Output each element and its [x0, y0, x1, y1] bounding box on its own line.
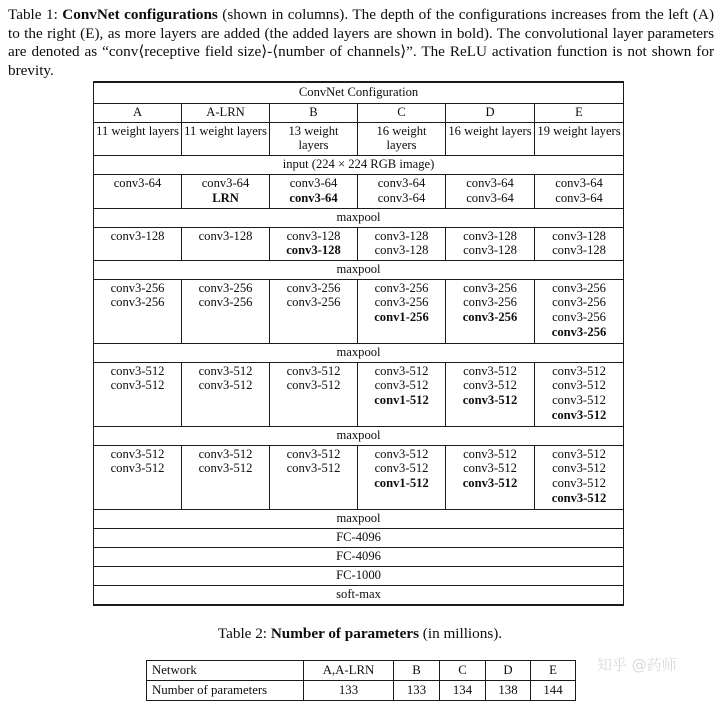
table1-caption-rest: (shown in columns). The depth of the configurations increases from the left (A) to the right (E), as more layers are added (the added layers are shown in bold). The convolutional layer parameters are denoted as “conv⟨receptive field size⟩-⟨number of channels⟩”. The ReLU activation function is not shown for brevity.: [8, 6, 714, 79]
conv-layer-label: conv3-256: [110, 280, 165, 295]
conv-cell: [358, 227, 446, 260]
conv-layer-label: conv3-512: [286, 461, 341, 476]
conv-layer-label: conv3-512: [552, 392, 606, 407]
conv-layer-label: conv3-256: [374, 280, 429, 295]
conv-layer-label: conv3-512: [463, 461, 517, 476]
conv-layer-label: conv3-512: [286, 363, 341, 378]
conv-layer-label: conv3-512: [374, 446, 429, 461]
conv-cell: [94, 445, 182, 509]
conv-block-row: [94, 445, 624, 509]
table2-caption-prefix: Table 2:: [217, 625, 271, 642]
conv-layer-label: conv3-128: [463, 243, 517, 258]
table1-caption-title: ConvNet configurations: [62, 6, 218, 23]
conv-cell: [270, 279, 358, 343]
conv-layer-label: conv3-512: [552, 378, 606, 393]
table1-footer-row: [94, 509, 624, 528]
conv-cell: [446, 362, 535, 426]
conv-layer-label: conv3-512: [110, 446, 165, 461]
conv-cell: [446, 279, 535, 343]
zhihu-watermark: 知乎 @药师: [597, 656, 677, 674]
conv-cell: [94, 279, 182, 343]
conv-cell: [270, 227, 358, 260]
conv-layer-label-added: conv3-64: [289, 191, 338, 205]
conv-layer-label: conv3-256: [198, 280, 253, 295]
conv-layer-label: conv3-128: [463, 228, 517, 243]
conv-block-row: [94, 362, 624, 426]
conv-layer-label: conv3-512: [286, 378, 341, 393]
convnet-configurations-table: [93, 81, 624, 606]
conv-cell: [358, 362, 446, 426]
conv-layer-label: conv3-512: [374, 378, 429, 393]
conv-layer-label-added: conv3-512: [462, 475, 518, 490]
conv-layer-label: conv3-128: [374, 243, 429, 258]
table1-weight-layers-row: [94, 122, 624, 156]
conv-cell: [535, 279, 624, 343]
conv-layer-label: conv3-512: [198, 378, 253, 393]
conv-layer-label: conv3-512: [110, 378, 165, 393]
conv-layer-label: conv3-512: [463, 363, 517, 378]
conv-cell: [94, 362, 182, 426]
conv-cell: [270, 445, 358, 509]
conv-layer-label: conv3-512: [286, 446, 341, 461]
number-of-parameters-table: [146, 660, 576, 701]
column-header-a: A: [94, 104, 182, 123]
table2-column-header-d: D: [486, 661, 531, 681]
conv-layer-label: conv3-512: [374, 461, 429, 476]
table2-value-b: 133: [394, 681, 440, 701]
conv-layer-label: conv3-512: [198, 363, 253, 378]
conv-layer-label: conv3-256: [463, 280, 517, 295]
conv-layer-label-added: conv3-512: [551, 407, 607, 422]
table1-title-cell: ConvNet Configuration: [94, 82, 624, 104]
conv-layer-label: conv3-256: [110, 295, 165, 310]
conv-layer-label: conv3-512: [552, 475, 606, 490]
conv-layer-label: conv3-128: [198, 228, 253, 243]
conv-layer-label: conv3-64: [555, 176, 603, 191]
conv-layer-label: conv3-256: [374, 295, 429, 310]
conv-cell: [535, 362, 624, 426]
maxpool-cell: maxpool: [94, 260, 624, 279]
maxpool-cell: maxpool: [94, 426, 624, 445]
footer-cell-fc4096-2: FC-4096: [94, 547, 624, 566]
conv-layer-label: conv3-512: [552, 363, 606, 378]
conv-cell: [182, 175, 270, 208]
table2-values-row: [147, 681, 576, 701]
table1-maxpool-row: [94, 343, 624, 362]
conv-layer-label: conv3-512: [463, 446, 517, 461]
conv-block-row: [94, 227, 624, 260]
conv-block-row: [94, 279, 624, 343]
table1-container: [93, 81, 623, 606]
conv-layer-label: conv3-128: [110, 228, 165, 243]
weight-layers-a: 11 weight layers: [94, 122, 182, 156]
table1-column-header-row: [94, 104, 624, 123]
footer-cell-fc4096-1: FC-4096: [94, 528, 624, 547]
conv-cell: [358, 445, 446, 509]
table1-maxpool-row: [94, 260, 624, 279]
conv-layer-label: conv3-512: [463, 378, 517, 393]
table1-body: [94, 82, 624, 605]
conv-layer-label-added: conv1-256: [374, 309, 429, 324]
conv-layer-label: conv3-512: [374, 363, 429, 378]
conv-cell: [535, 227, 624, 260]
table2-value-d: 138: [486, 681, 531, 701]
conv-cell: [446, 227, 535, 260]
conv-cell: [535, 445, 624, 509]
footer-cell-maxpool: maxpool: [94, 509, 624, 528]
table2-column-header-a-alrn: A,A-LRN: [304, 661, 394, 681]
conv-cell: [94, 227, 182, 260]
weight-layers-d: 16 weight layers: [446, 122, 535, 156]
conv-layer-label: conv3-256: [286, 280, 341, 295]
table2-caption: [0, 625, 720, 643]
conv-cell: [358, 279, 446, 343]
conv-layer-label-added: conv3-256: [551, 324, 607, 339]
conv-cell: [446, 445, 535, 509]
table2-column-header-b: B: [394, 661, 440, 681]
conv-layer-label-added: conv3-128: [286, 243, 341, 258]
conv-cell: [358, 175, 446, 208]
table1-footer-row: [94, 585, 624, 605]
table2-caption-rest: (in millions).: [419, 625, 503, 642]
column-header-c: C: [358, 104, 446, 123]
weight-layers-c: 16 weight layers: [358, 122, 446, 156]
column-header-d: D: [446, 104, 535, 123]
conv-layer-label: conv3-256: [552, 280, 606, 295]
table2-value-c: 134: [440, 681, 486, 701]
conv-layer-label: conv3-128: [374, 228, 429, 243]
table2-row-label-network: Network: [147, 661, 304, 681]
conv-layer-label-added: conv1-512: [374, 475, 429, 490]
table2-header-row: [147, 661, 576, 681]
footer-cell-softmax: soft-max: [94, 585, 624, 605]
conv-layer-label: conv3-64: [377, 191, 426, 205]
table1-input-row: [94, 156, 624, 175]
table2-value-e: 144: [531, 681, 576, 701]
table2-row-label-params: Number of parameters: [147, 681, 304, 701]
conv-layer-label: conv3-64: [466, 176, 514, 191]
conv-layer-label: conv3-64: [377, 176, 426, 191]
footer-cell-fc1000: FC-1000: [94, 566, 624, 585]
weight-layers-e: 19 weight layers: [535, 122, 624, 156]
input-row-cell: input (224 × 224 RGB image): [94, 156, 624, 175]
conv-cell: [270, 362, 358, 426]
conv-cell: [182, 279, 270, 343]
table2-value-a-alrn: 133: [304, 681, 394, 701]
conv-layer-label: conv3-512: [198, 446, 253, 461]
conv-layer-label: conv3-128: [286, 228, 341, 243]
conv-layer-label: conv3-512: [198, 461, 253, 476]
conv-layer-label: conv3-256: [552, 295, 606, 310]
conv-layer-label: conv3-256: [198, 295, 253, 310]
conv-block-row: [94, 175, 624, 208]
conv-layer-label: conv3-64: [113, 176, 162, 191]
conv-cell: [270, 175, 358, 208]
table2-caption-title: Number of parameters: [270, 625, 419, 642]
conv-layer-label: conv3-64: [555, 191, 603, 205]
table2-column-header-e: E: [531, 661, 576, 681]
conv-layer-label: conv3-128: [552, 228, 606, 243]
table1-maxpool-row: [94, 426, 624, 445]
conv-layer-label: conv3-64: [201, 176, 250, 191]
conv-cell: [182, 227, 270, 260]
table1-maxpool-row: [94, 208, 624, 227]
conv-layer-label-added: LRN: [212, 191, 239, 205]
conv-layer-label: conv3-256: [463, 295, 517, 310]
conv-layer-label: conv3-512: [552, 446, 606, 461]
table1-title-row: [94, 82, 624, 104]
conv-cell: [182, 445, 270, 509]
column-header-e: E: [535, 104, 624, 123]
table2-container: [146, 660, 575, 701]
conv-layer-label: conv3-256: [552, 309, 606, 324]
weight-layers-a-lrn: 11 weight layers: [182, 122, 270, 156]
table1-caption: [8, 6, 714, 80]
conv-layer-label-added: conv3-256: [462, 309, 518, 324]
conv-layer-label: conv3-64: [289, 176, 338, 191]
table2-body: [147, 661, 576, 701]
weight-layers-b: 13 weight layers: [270, 122, 358, 156]
table1-footer-row: [94, 566, 624, 585]
conv-layer-label: conv3-128: [552, 243, 606, 258]
column-header-b: B: [270, 104, 358, 123]
conv-layer-label: conv3-256: [286, 295, 341, 310]
table1-caption-prefix: Table 1:: [8, 6, 63, 23]
conv-layer-label-added: conv3-512: [462, 392, 518, 407]
conv-layer-label: conv3-64: [466, 191, 514, 205]
maxpool-cell: maxpool: [94, 208, 624, 227]
table1-footer-row: [94, 547, 624, 566]
conv-layer-label-added: conv1-512: [374, 392, 429, 407]
conv-cell: [94, 175, 182, 208]
conv-layer-label: conv3-512: [552, 461, 606, 476]
maxpool-cell: maxpool: [94, 343, 624, 362]
table2-column-header-c: C: [440, 661, 486, 681]
conv-layer-label: conv3-512: [110, 461, 165, 476]
conv-layer-label: conv3-512: [110, 363, 165, 378]
conv-cell: [446, 175, 535, 208]
conv-cell: [182, 362, 270, 426]
conv-cell: [535, 175, 624, 208]
column-header-a-lrn: A-LRN: [182, 104, 270, 123]
table1-footer-row: [94, 528, 624, 547]
conv-layer-label-added: conv3-512: [551, 490, 607, 505]
